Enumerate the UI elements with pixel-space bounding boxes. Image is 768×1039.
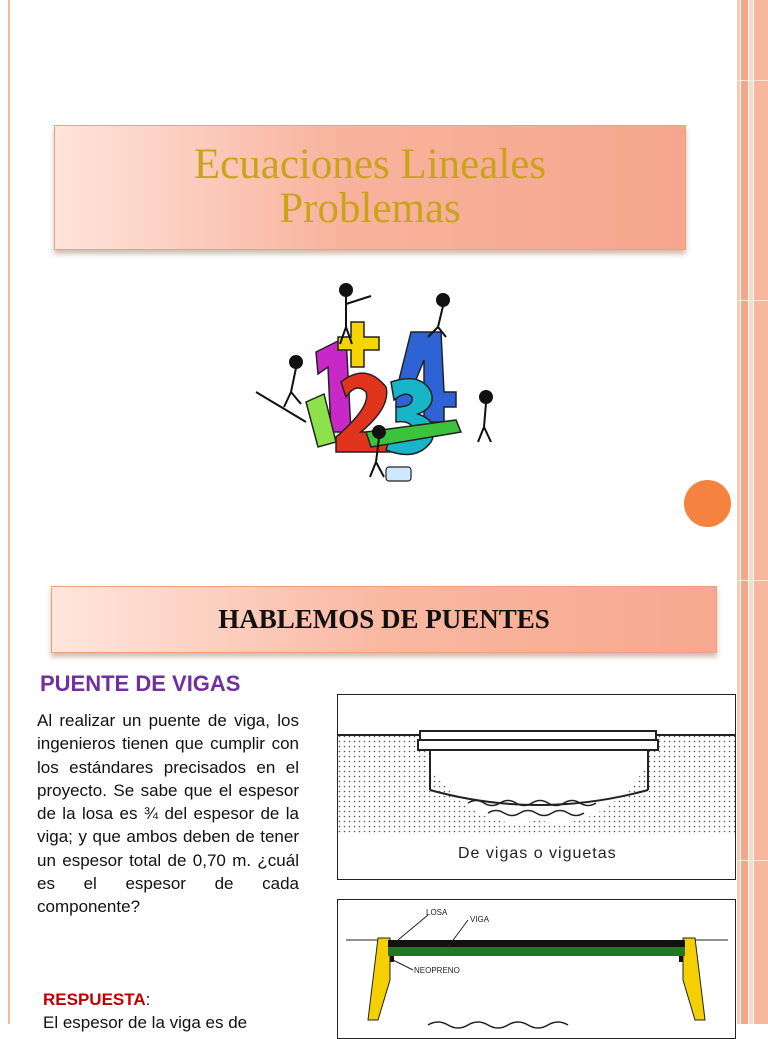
problem-paragraph: Al realizar un puente de viga, los ingenieros tienen que cumplir con los estándares precisados en el proyecto. Se sabe que el espesor de la losa es ¾ del espesor de la viga; y que ambos deben de tener un espesor total de 0,70 m. ¿cuál es el espesor de cada componente? — [37, 711, 299, 917]
answer-text: El espesor de la viga es de — [43, 1013, 248, 1032]
answer-colon: : — [145, 990, 151, 1009]
bridge-figure-1 — [337, 694, 736, 880]
label-viga: VIGA — [470, 915, 490, 924]
right-border-stripe — [741, 0, 748, 1024]
section-title: HABLEMOS DE PUENTES — [218, 604, 550, 634]
page-title-line2: Problemas — [279, 185, 461, 232]
section-header-box — [51, 586, 717, 653]
right-border-divider — [737, 580, 768, 581]
right-border-divider — [737, 860, 768, 861]
right-border-divider — [737, 300, 768, 301]
math-numbers-clipart — [246, 282, 506, 490]
right-border-stripe — [754, 0, 768, 1024]
right-border-stripe — [749, 0, 753, 1024]
orange-dot-decoration — [684, 480, 731, 527]
left-border-line — [8, 0, 10, 1024]
answer-label: RESPUESTA — [43, 990, 146, 1009]
answer-label-line — [43, 990, 150, 1010]
figure-1-caption: De vigas o viguetas — [458, 845, 617, 862]
right-border-divider — [737, 80, 768, 81]
label-neopreno: NEOPRENO — [414, 966, 460, 975]
right-border-stripe — [737, 0, 740, 1024]
bridge-sketch-2 — [338, 900, 735, 1038]
title-box — [54, 125, 686, 250]
label-losa: LOSA — [426, 908, 448, 917]
page-title-line1: Ecuaciones Lineales — [193, 141, 547, 188]
bridge-figure-2 — [337, 899, 736, 1039]
subheading: PUENTE DE VIGAS — [40, 671, 241, 696]
